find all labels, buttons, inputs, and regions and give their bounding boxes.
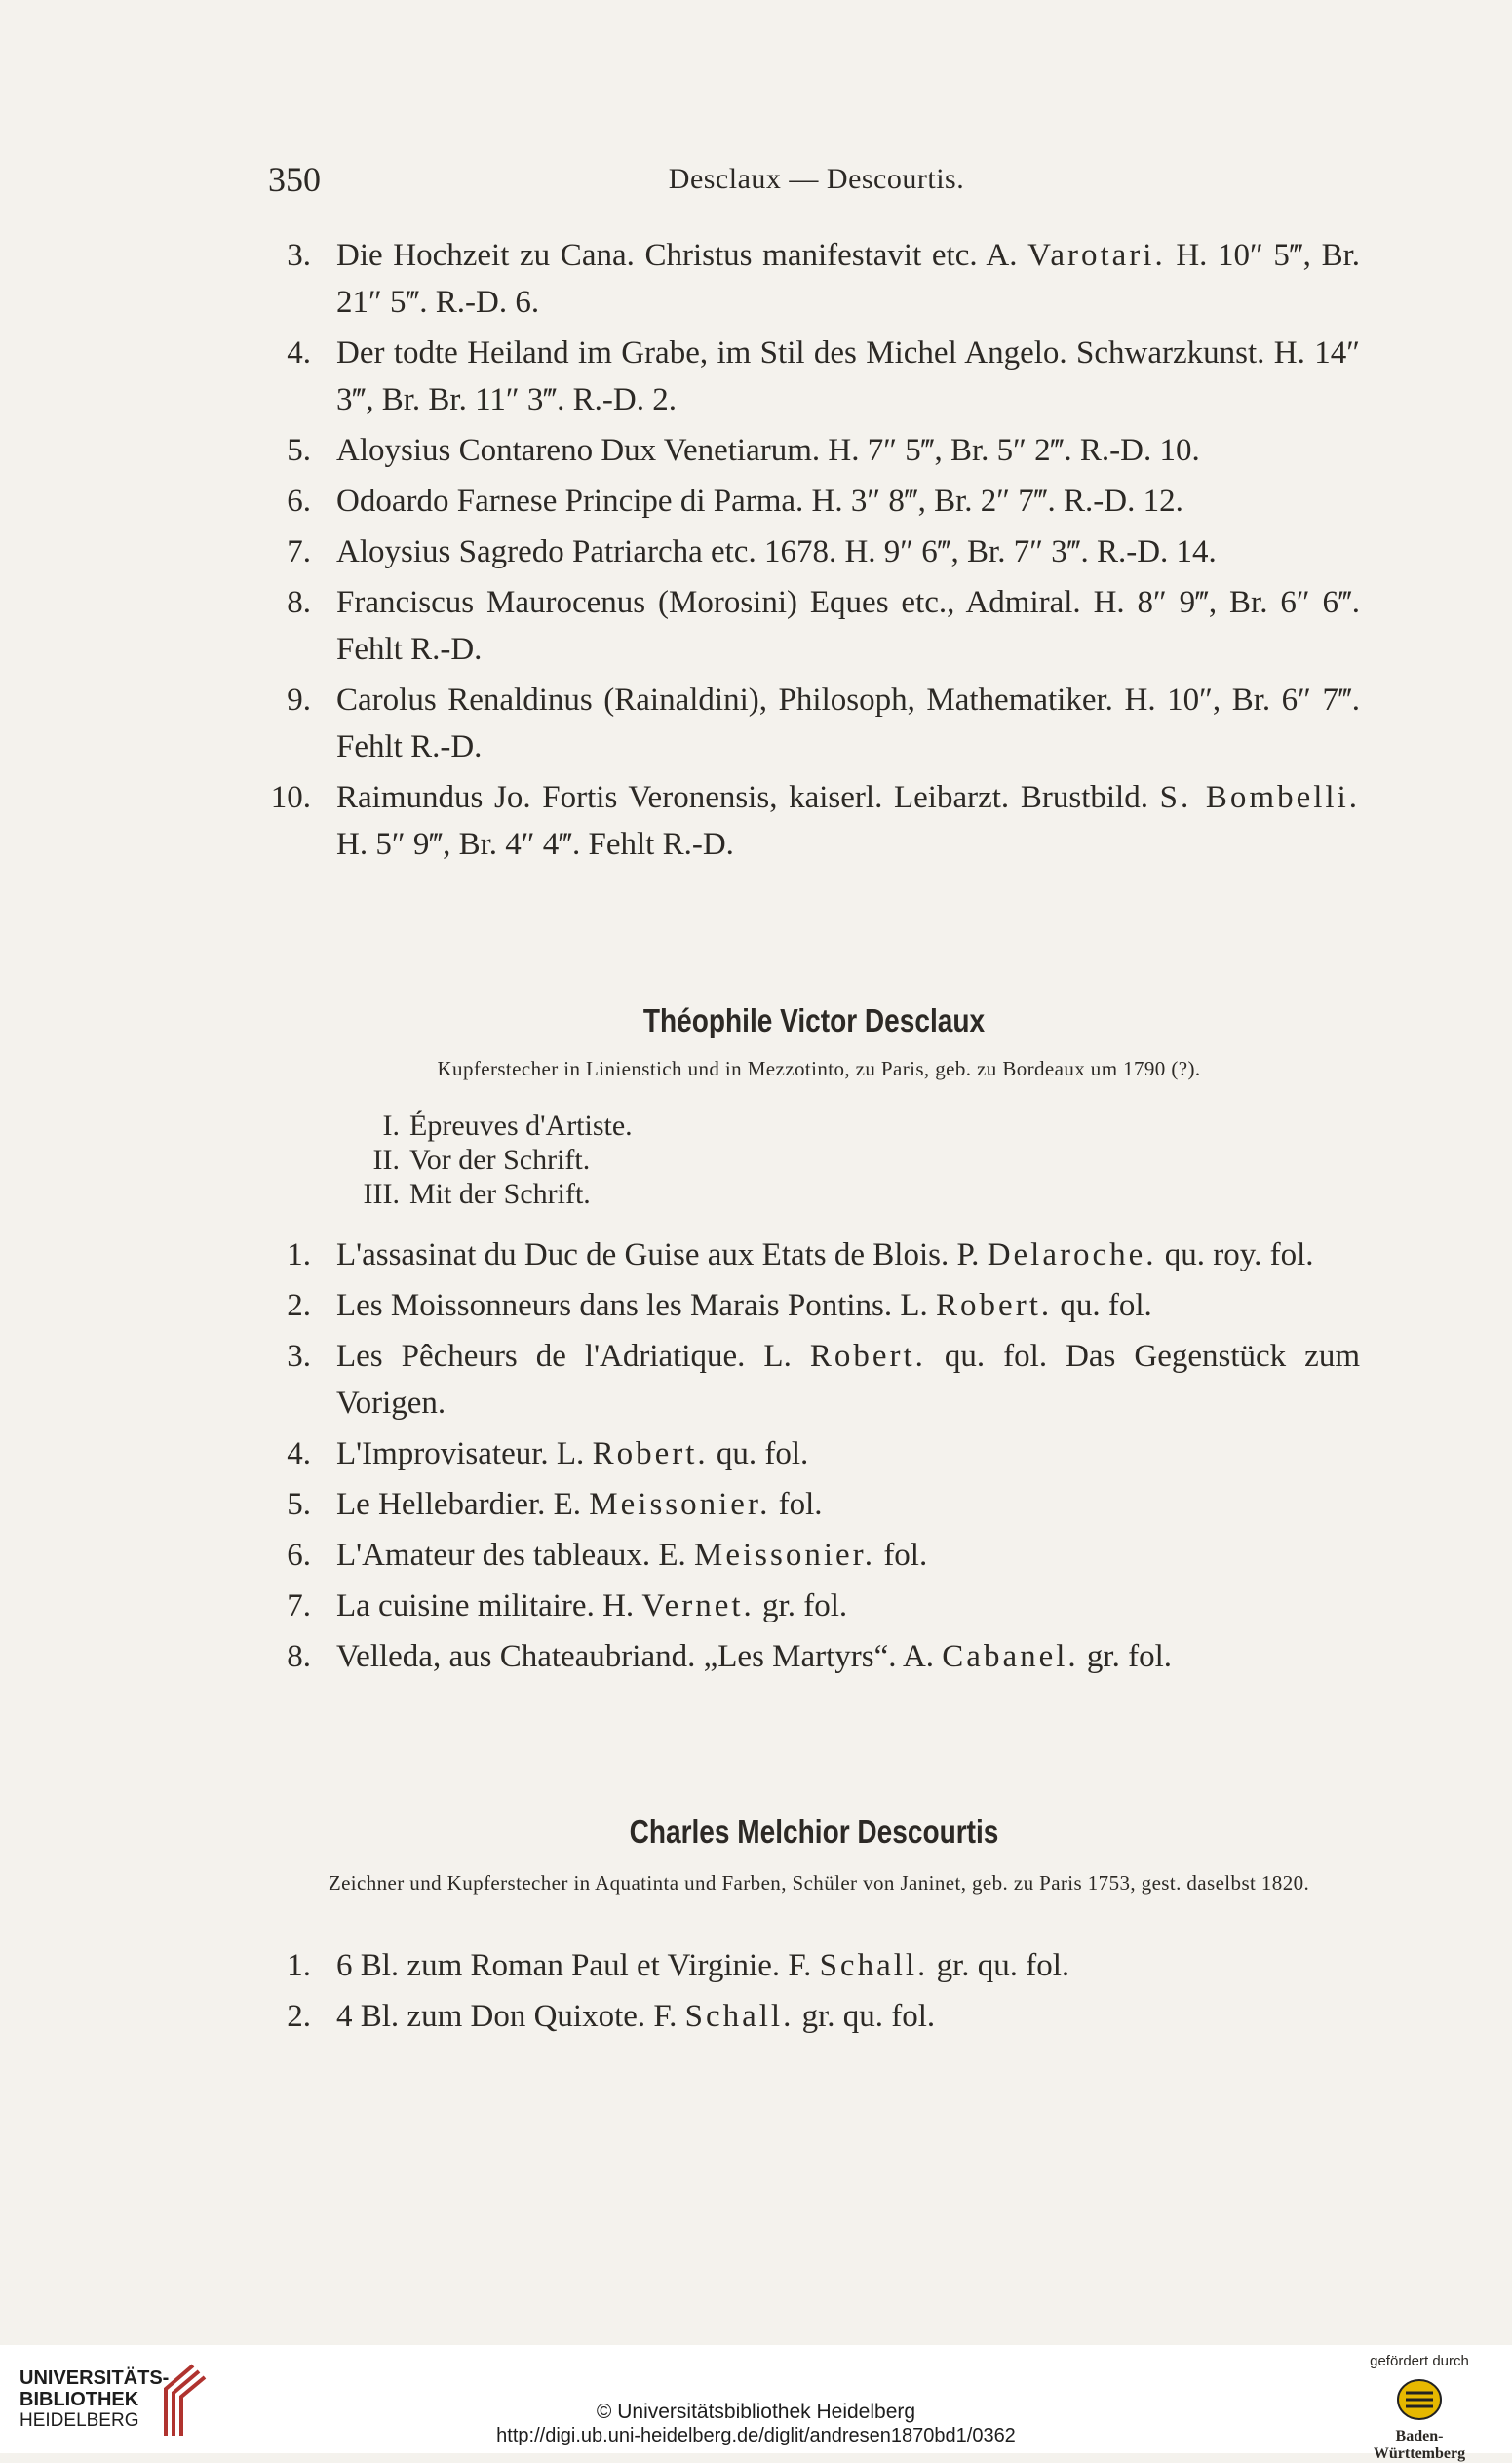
entry-text: gr. fol. [754,1588,848,1623]
catalog-list-desclaux [268,1232,1360,1684]
entry-text: L'Improvisateur. L. [336,1436,593,1471]
section-title-descourtis: Charles Melchior Descourtis [629,1814,999,1850]
section-title-desclaux: Théophile Victor Desclaux [642,1002,986,1038]
catalog-entry [268,528,1360,575]
entry-number: 4. [287,1436,311,1471]
page-header [268,159,1365,208]
entry-number: 5. [287,433,311,468]
artist-name: Meissonier. [693,1538,876,1573]
entry-text: Les Pêcheurs de l'Adriatique. L. [336,1339,810,1374]
entry-number: 3. [287,238,311,273]
entry-text: qu. roy. fol. [1156,1237,1314,1272]
entry-number: 10. [270,780,311,815]
catalog-entry [268,427,1360,474]
artist-name: Schall. [819,1948,929,1983]
copyright-text: © Universitätsbibliothek Heidelberg [596,2401,916,2423]
entry-text: Aloysius Sagredo Patriarcha etc. 1678. H. 9″ 6‴, Br. 7″ 3‴. R.-D. 14. [336,534,1217,569]
footer-credits [0,2401,1512,2447]
entry-text: H. 5″ 9‴, Br. 4″ 4‴. Fehlt R.-D. [336,827,734,862]
artist-name: S. Bombelli. [1159,780,1361,815]
entry-text: H. 10″ 5‴, Br. 21″ 5‴. R.-D. 6. [336,238,1360,320]
entry-text: gr. fol. [1078,1639,1172,1674]
entry-text: Raimundus Jo. Fortis Veronensis, kaiserl. Leibarzt. Brustbild. [336,780,1160,815]
entry-number: 7. [287,534,311,569]
edition-roman-numeral: I. [382,1110,400,1142]
artist-name: Delaroche. [987,1237,1157,1272]
edition-label: Mit der Schrift. [409,1178,591,1210]
entry-text: gr. qu. fol. [794,1999,936,2034]
catalog-entry [268,1583,1360,1629]
edition-states-list [341,1109,633,1211]
entry-text: L'assasinat du Duc de Guise aux Etats de Blois. P. [336,1237,988,1272]
catalog-list-descourtis [268,1942,1360,2044]
entry-text: Die Hochzeit zu Cana. Christus manifestavit etc. A. [336,238,1028,273]
entry-number: 3. [287,1339,311,1374]
entry-text: gr. qu. fol. [928,1948,1070,1983]
source-url-link[interactable]: http://digi.ub.uni-heidelberg.de/diglit/andresen1870bd1/0362 [496,2425,1016,2446]
artist-name: Vernet. [641,1588,755,1623]
artist-name: Robert. [936,1288,1053,1323]
running-title: Desclaux — Descourtis. [668,163,965,195]
entry-number: 5. [287,1487,311,1522]
catalog-entry [268,579,1360,673]
state-coat-of-arms-icon [1392,2375,1447,2424]
entry-text: fol. [770,1487,823,1522]
entry-number: 8. [287,585,311,620]
funder-name: Baden-Württemberg [1373,2428,1466,2462]
library-name-line3: HEIDELBERG [19,2410,139,2431]
catalog-entry [268,1430,1360,1477]
catalog-entry [268,1282,1360,1329]
catalog-entry [268,1942,1360,1989]
entry-text: Les Moissonneurs dans les Marais Pontins. L. [336,1288,937,1323]
funded-by-label: gefördert durch [1370,2353,1469,2369]
artist-name: Schall. [684,1999,795,2034]
catalog-entry [268,677,1360,770]
entry-text: Velleda, aus Chateaubriand. „Les Martyrs“. A. [336,1639,943,1674]
artist-name: Robert. [592,1436,709,1471]
catalog-entry [268,1532,1360,1579]
catalog-entry [268,232,1360,326]
artist-name: Robert. [809,1339,926,1374]
entry-number: 7. [287,1588,311,1623]
entry-number: 2. [287,1999,311,2034]
entry-text: Franciscus Maurocenus (Morosini) Eques etc., Admiral. H. 8″ 9‴, Br. 6″ 6‴. Fehlt R.-D. [336,585,1360,667]
section-subtitle-descourtis: Zeichner und Kupferstecher in Aquatinta und Farben, Schüler von Janinet, geb. zu Paris 1753, gest. daselbst 1820. [328,1871,1310,1895]
edition-state [341,1109,633,1143]
artist-name: Meissonier. [589,1487,771,1522]
library-name-line2: BIBLIOTHEK [19,2389,139,2410]
catalog-entry [268,1993,1360,2040]
entry-number: 2. [287,1288,311,1323]
digitization-footer [0,2345,1512,2462]
catalog-entry [268,330,1360,423]
entry-text: Carolus Renaldinus (Rainaldini), Philosoph, Mathematiker. H. 10″, Br. 6″ 7‴. Fehlt R.-D. [336,683,1360,764]
entry-text: qu. fol. [708,1436,809,1471]
entry-text: Der todte Heiland im Grabe, im Stil des Michel Angelo. Schwarzkunst. H. 14″ 3‴, Br. Br. 11″ 3‴. R.-D. 2. [336,335,1360,417]
entry-text: La cuisine militaire. H. [336,1588,642,1623]
catalog-entry [268,1232,1360,1278]
entry-text: 4 Bl. zum Don Quixote. F. [336,1999,685,2034]
artist-name: Cabanel. [942,1639,1079,1674]
entry-number: 4. [287,335,311,371]
entry-text: qu. fol. Das Gegenstück zum Vorigen. [336,1339,1360,1421]
library-name-line1: UNIVERSITÄTS- [19,2367,170,2389]
edition-label: Vor der Schrift. [409,1144,591,1176]
entry-number: 6. [287,1538,311,1573]
entry-text: Le Hellebardier. E. [336,1487,590,1522]
entry-number: 9. [287,683,311,718]
entry-text: fol. [875,1538,928,1573]
edition-roman-numeral: II. [372,1144,400,1176]
entry-text: L'Amateur des tableaux. E. [336,1538,694,1573]
page-number: 350 [268,160,321,199]
entry-text: qu. fol. [1052,1288,1152,1323]
edition-state [341,1177,633,1211]
entry-number: 1. [287,1237,311,1272]
catalog-entry [268,1633,1360,1680]
entry-number: 6. [287,484,311,519]
edition-roman-numeral: III. [363,1178,400,1210]
entry-number: 1. [287,1948,311,1983]
entry-text: 6 Bl. zum Roman Paul et Virginie. F. [336,1948,820,1983]
section-subtitle-desclaux: Kupferstecher in Linienstich und in Mezzotinto, zu Paris, geb. zu Bordeaux um 1790 (?). [437,1057,1201,1080]
catalog-list-desclaux-continued [268,232,1360,872]
funder-block [1351,2353,1488,2463]
catalog-entry [268,478,1360,525]
edition-label: Épreuves d'Artiste. [409,1110,633,1142]
catalog-entry [268,774,1360,868]
artist-name: Varotari. [1027,238,1166,273]
entry-text: Aloysius Contareno Dux Venetiarum. H. 7″ 5‴, Br. 5″ 2‴. R.-D. 10. [336,433,1200,468]
catalog-entry [268,1333,1360,1427]
edition-state [341,1143,633,1177]
catalog-entry [268,1481,1360,1528]
entry-number: 8. [287,1639,311,1674]
entry-text: Odoardo Farnese Principe di Parma. H. 3″ 8‴, Br. 2″ 7‴. R.-D. 12. [336,484,1183,519]
